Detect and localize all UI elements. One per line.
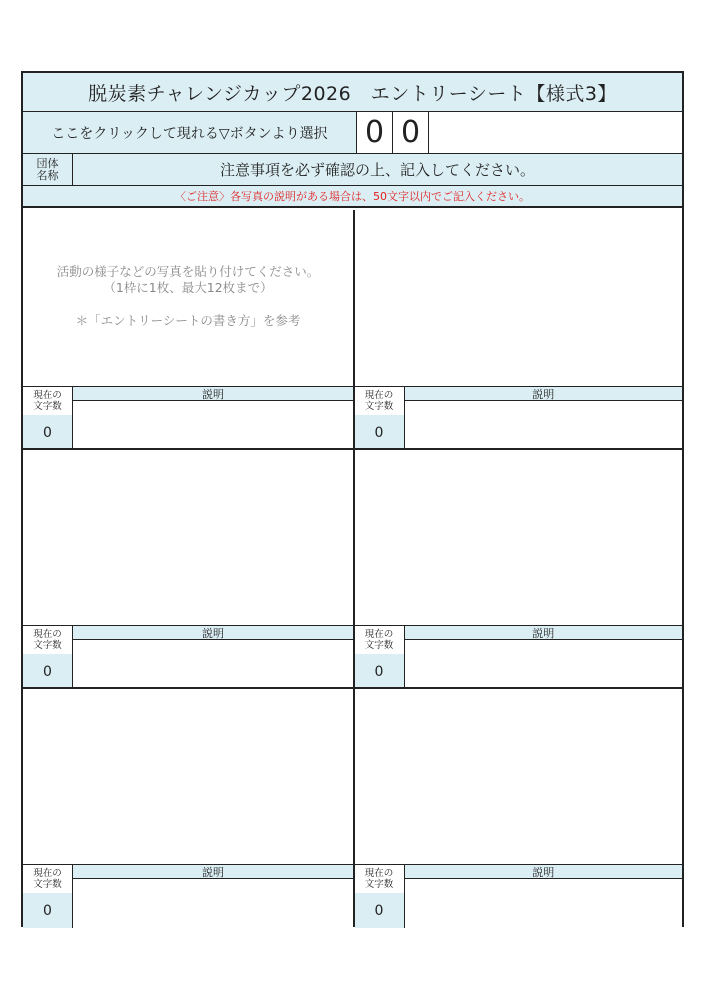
caution-note: 〈ご注意〉各写真の説明がある場合は、50文字以内でご記入ください。 bbox=[23, 186, 682, 208]
char-count-label-line1: 現在の bbox=[364, 629, 394, 640]
char-count-box bbox=[23, 865, 73, 928]
char-count-value: 0 bbox=[374, 664, 384, 680]
char-count-label-line1: 現在の bbox=[33, 629, 62, 640]
char-count-box bbox=[355, 387, 405, 450]
char-count-box bbox=[355, 626, 405, 689]
description-block bbox=[355, 864, 683, 928]
description-block bbox=[23, 386, 353, 450]
organization-name-field[interactable]: 注意事項を必ず確認の上、記入してください。 bbox=[219, 161, 535, 179]
description-block bbox=[355, 625, 683, 689]
char-count-value: 0 bbox=[43, 903, 52, 919]
char-count-label bbox=[23, 865, 72, 893]
photo-hint-line2: （1枠に1枚、最大12枚まで） bbox=[103, 280, 273, 295]
char-count-label-line2: 文字数 bbox=[33, 640, 62, 651]
char-count-value: 0 bbox=[374, 903, 384, 919]
description-input[interactable] bbox=[405, 401, 683, 450]
photo-area[interactable] bbox=[355, 210, 683, 386]
photo-area[interactable] bbox=[23, 449, 353, 625]
photo-cell bbox=[355, 449, 683, 688]
grid-divider-vertical bbox=[353, 210, 355, 927]
char-count-label-line1: 現在の bbox=[33, 390, 62, 401]
char-count-label-line1: 現在の bbox=[364, 390, 394, 401]
char-count-label-line2: 文字数 bbox=[33, 879, 62, 890]
photo-cell bbox=[355, 210, 683, 449]
char-count-label bbox=[355, 387, 404, 415]
photo-hint-line3: ＊「エントリーシートの書き方」を参考 bbox=[75, 313, 301, 328]
select-blank bbox=[429, 112, 682, 153]
photo-cell bbox=[355, 688, 683, 927]
char-count-value: 0 bbox=[374, 425, 384, 441]
char-count-label-line1: 現在の bbox=[364, 868, 394, 879]
organization-label-line2: 名称 bbox=[36, 168, 59, 182]
char-count-label-line2: 文字数 bbox=[364, 401, 394, 412]
description-input[interactable] bbox=[73, 879, 353, 928]
char-count-box bbox=[355, 865, 405, 928]
organization-label-line1: 団体 bbox=[36, 156, 59, 170]
description-label: 説明 bbox=[405, 626, 683, 640]
description-input[interactable] bbox=[73, 640, 353, 689]
char-count-label-line2: 文字数 bbox=[364, 640, 394, 651]
category-digit-1[interactable]: 0 bbox=[357, 112, 393, 153]
char-count-value: 0 bbox=[43, 664, 52, 680]
char-count-value: 0 bbox=[43, 425, 52, 441]
photo-area[interactable] bbox=[355, 449, 683, 625]
entry-sheet bbox=[21, 71, 684, 927]
photo-cell bbox=[23, 210, 353, 449]
photo-cell bbox=[23, 688, 353, 927]
organization-name-row bbox=[23, 154, 682, 186]
category-digit-2[interactable]: 0 bbox=[393, 112, 429, 153]
description-block bbox=[23, 625, 353, 689]
description-label: 説明 bbox=[405, 387, 683, 401]
category-select-row bbox=[23, 112, 682, 154]
char-count-label bbox=[355, 865, 404, 893]
photo-hint bbox=[23, 264, 353, 329]
description-label: 説明 bbox=[405, 865, 683, 879]
char-count-box bbox=[23, 626, 73, 689]
description-block bbox=[355, 386, 683, 450]
description-label: 説明 bbox=[73, 865, 353, 879]
char-count-label bbox=[23, 626, 72, 654]
photo-area[interactable] bbox=[355, 688, 683, 864]
char-count-label-line2: 文字数 bbox=[33, 401, 62, 412]
select-instruction: ここをクリックして現れる▽ボタンより選択 bbox=[23, 112, 357, 153]
char-count-label bbox=[23, 387, 72, 415]
photo-cell bbox=[23, 449, 353, 688]
photo-hint-line1: 活動の様子などの写真を貼り付けてください。 bbox=[56, 264, 320, 279]
char-count-label-line2: 文字数 bbox=[364, 879, 394, 890]
organization-name-label bbox=[23, 154, 73, 185]
char-count-box bbox=[23, 387, 73, 450]
sheet-title: 脱炭素チャレンジカップ2026 エントリーシート【様式3】 bbox=[23, 73, 682, 112]
description-input[interactable] bbox=[73, 401, 353, 450]
photo-area[interactable] bbox=[23, 688, 353, 864]
char-count-label-line1: 現在の bbox=[33, 868, 62, 879]
description-input[interactable] bbox=[405, 640, 683, 689]
char-count-label bbox=[355, 626, 404, 654]
description-block bbox=[23, 864, 353, 928]
description-input[interactable] bbox=[405, 879, 683, 928]
photo-area[interactable] bbox=[23, 210, 353, 386]
description-label: 説明 bbox=[73, 626, 353, 640]
description-label: 説明 bbox=[73, 387, 353, 401]
